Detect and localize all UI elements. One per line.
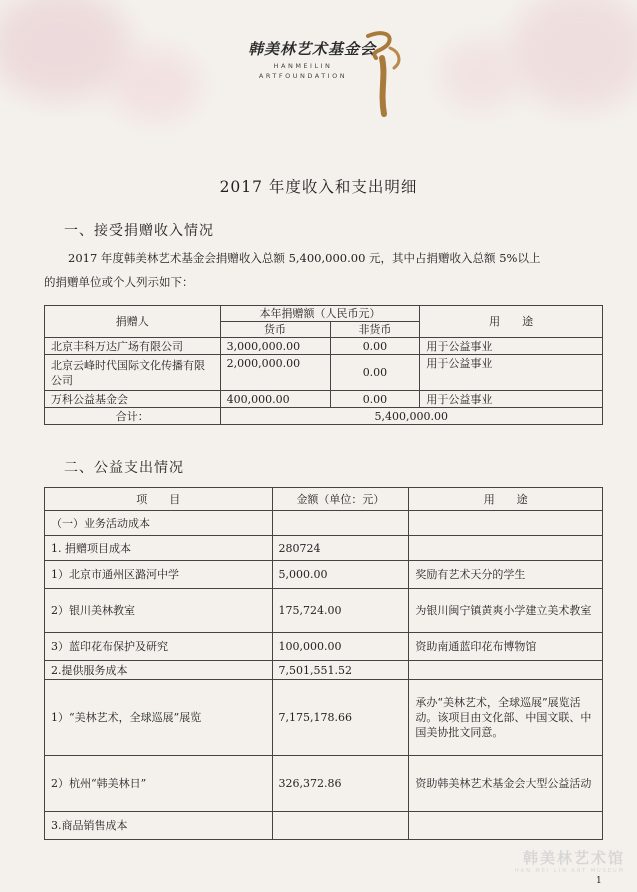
usage-cell: 资助南通蓝印花布博物馆 [409, 633, 603, 661]
logo-name-en-line2: ARTFOUNDATION [258, 72, 348, 80]
usage-cell: 承办“美林艺术，全球巡展”展览活动。该项目由文化部、中国文联、中国美协批文同意。 [409, 680, 603, 756]
item-cell: 2）银川美林教室 [45, 589, 273, 633]
blossom-decoration [510, 0, 637, 110]
section2-heading: 二、公益支出情况 [64, 460, 184, 476]
total-label: 合计： [45, 408, 221, 425]
logo-name-cn: 韩美林艺术基金会 [248, 40, 377, 58]
table-row [45, 355, 603, 391]
brush-mark-icon [360, 28, 408, 118]
usage-cell [409, 661, 603, 680]
page-number: 1 [596, 876, 602, 886]
amount-cell: 5,000.00 [272, 561, 409, 589]
cash-cell: 400,000.00 [220, 391, 330, 408]
table-header-row [45, 306, 603, 322]
museum-watermark [515, 847, 625, 874]
expenses-table [44, 487, 603, 840]
item-cell: 3.商品销售成本 [45, 812, 273, 840]
section1-paragraph-line1: 2017 年度韩美林艺术基金会捐赠收入总额 5,400,000.00 元，其中占捐赠收入总额 5%以上 [68, 251, 541, 265]
noncash-cell: 0.00 [330, 355, 420, 391]
blossom-decoration [440, 40, 520, 110]
item-cell: 1. 捐赠项目成本 [45, 536, 273, 561]
donor-cell: 万科公益基金会 [45, 391, 221, 408]
page-title: 2017 年度收入和支出明细 [219, 178, 418, 196]
table-row [45, 561, 603, 589]
watermark-cn: 韩美林艺术馆 [522, 849, 625, 867]
cash-cell: 3,000,000.00 [220, 338, 330, 355]
section1-paragraph [44, 246, 604, 294]
header-cash: 货币 [220, 322, 330, 338]
table-header-row [45, 488, 603, 511]
section1-heading: 一、接受捐赠收入情况 [64, 223, 214, 239]
header-usage: 用 途 [420, 306, 603, 338]
amount-cell [272, 812, 409, 840]
table-row [45, 756, 603, 812]
table-row [45, 536, 603, 561]
total-row [45, 408, 603, 425]
watermark-en: HAN MEI LIN ART MUSEUM [514, 868, 625, 874]
table-row [45, 812, 603, 840]
amount-cell: 7,175,178.66 [272, 680, 409, 756]
amount-cell: 175,724.00 [272, 589, 409, 633]
table-row [45, 338, 603, 355]
cash-cell: 2,000,000.00 [220, 355, 330, 391]
usage-cell [409, 511, 603, 536]
noncash-cell: 0.00 [330, 338, 420, 355]
usage-cell: 为银川闽宁镇黄爽小学建立美术教室 [409, 589, 603, 633]
table-row [45, 589, 603, 633]
usage-cell: 用于公益事业 [420, 338, 603, 355]
usage-cell: 奖励有艺术天分的学生 [409, 561, 603, 589]
table-row [45, 633, 603, 661]
amount-cell: 326,372.86 [272, 756, 409, 812]
donations-table [44, 305, 603, 425]
item-cell: 1）北京市通州区潞河中学 [45, 561, 273, 589]
usage-cell [409, 536, 603, 561]
header-usage: 用 途 [409, 488, 603, 511]
logo-name-en [248, 61, 358, 81]
usage-cell: 用于公益事业 [420, 355, 603, 391]
amount-cell [272, 511, 409, 536]
section1-paragraph-line2: 的捐赠单位或个人列示如下： [44, 275, 194, 289]
header-noncash: 非货币 [330, 322, 420, 338]
donor-cell: 北京云峰时代国际文化传播有限公司 [45, 355, 221, 391]
foundation-logo [248, 38, 418, 81]
noncash-cell: 0.00 [330, 391, 420, 408]
donor-cell: 北京丰科万达广场有限公司 [45, 338, 221, 355]
amount-cell: 7,501,551.52 [272, 661, 409, 680]
header-amount: 本年捐赠额（人民币元） [220, 306, 420, 322]
header-amount: 金额（单位：元） [272, 488, 409, 511]
amount-cell: 100,000.00 [272, 633, 409, 661]
amount-cell: 280724 [272, 536, 409, 561]
header-item: 项 目 [45, 488, 273, 511]
item-cell: 1）“美林艺术，全球巡展”展览 [45, 680, 273, 756]
item-cell: （一）业务活动成本 [45, 511, 273, 536]
table-row [45, 391, 603, 408]
usage-cell: 用于公益事业 [420, 391, 603, 408]
usage-cell: 资助韩美林艺术基金会大型公益活动 [409, 756, 603, 812]
table-row [45, 661, 603, 680]
header-donor: 捐赠人 [45, 306, 221, 338]
table-row [45, 680, 603, 756]
item-cell: 2.提供服务成本 [45, 661, 273, 680]
blossom-decoration [110, 50, 200, 120]
usage-cell [409, 812, 603, 840]
logo-name-en-line1: HANMEILIN [273, 62, 333, 70]
item-cell: 2）杭州“韩美林日” [45, 756, 273, 812]
item-cell: 3）蓝印花布保护及研究 [45, 633, 273, 661]
total-value: 5,400,000.00 [220, 408, 602, 425]
table-row [45, 511, 603, 536]
